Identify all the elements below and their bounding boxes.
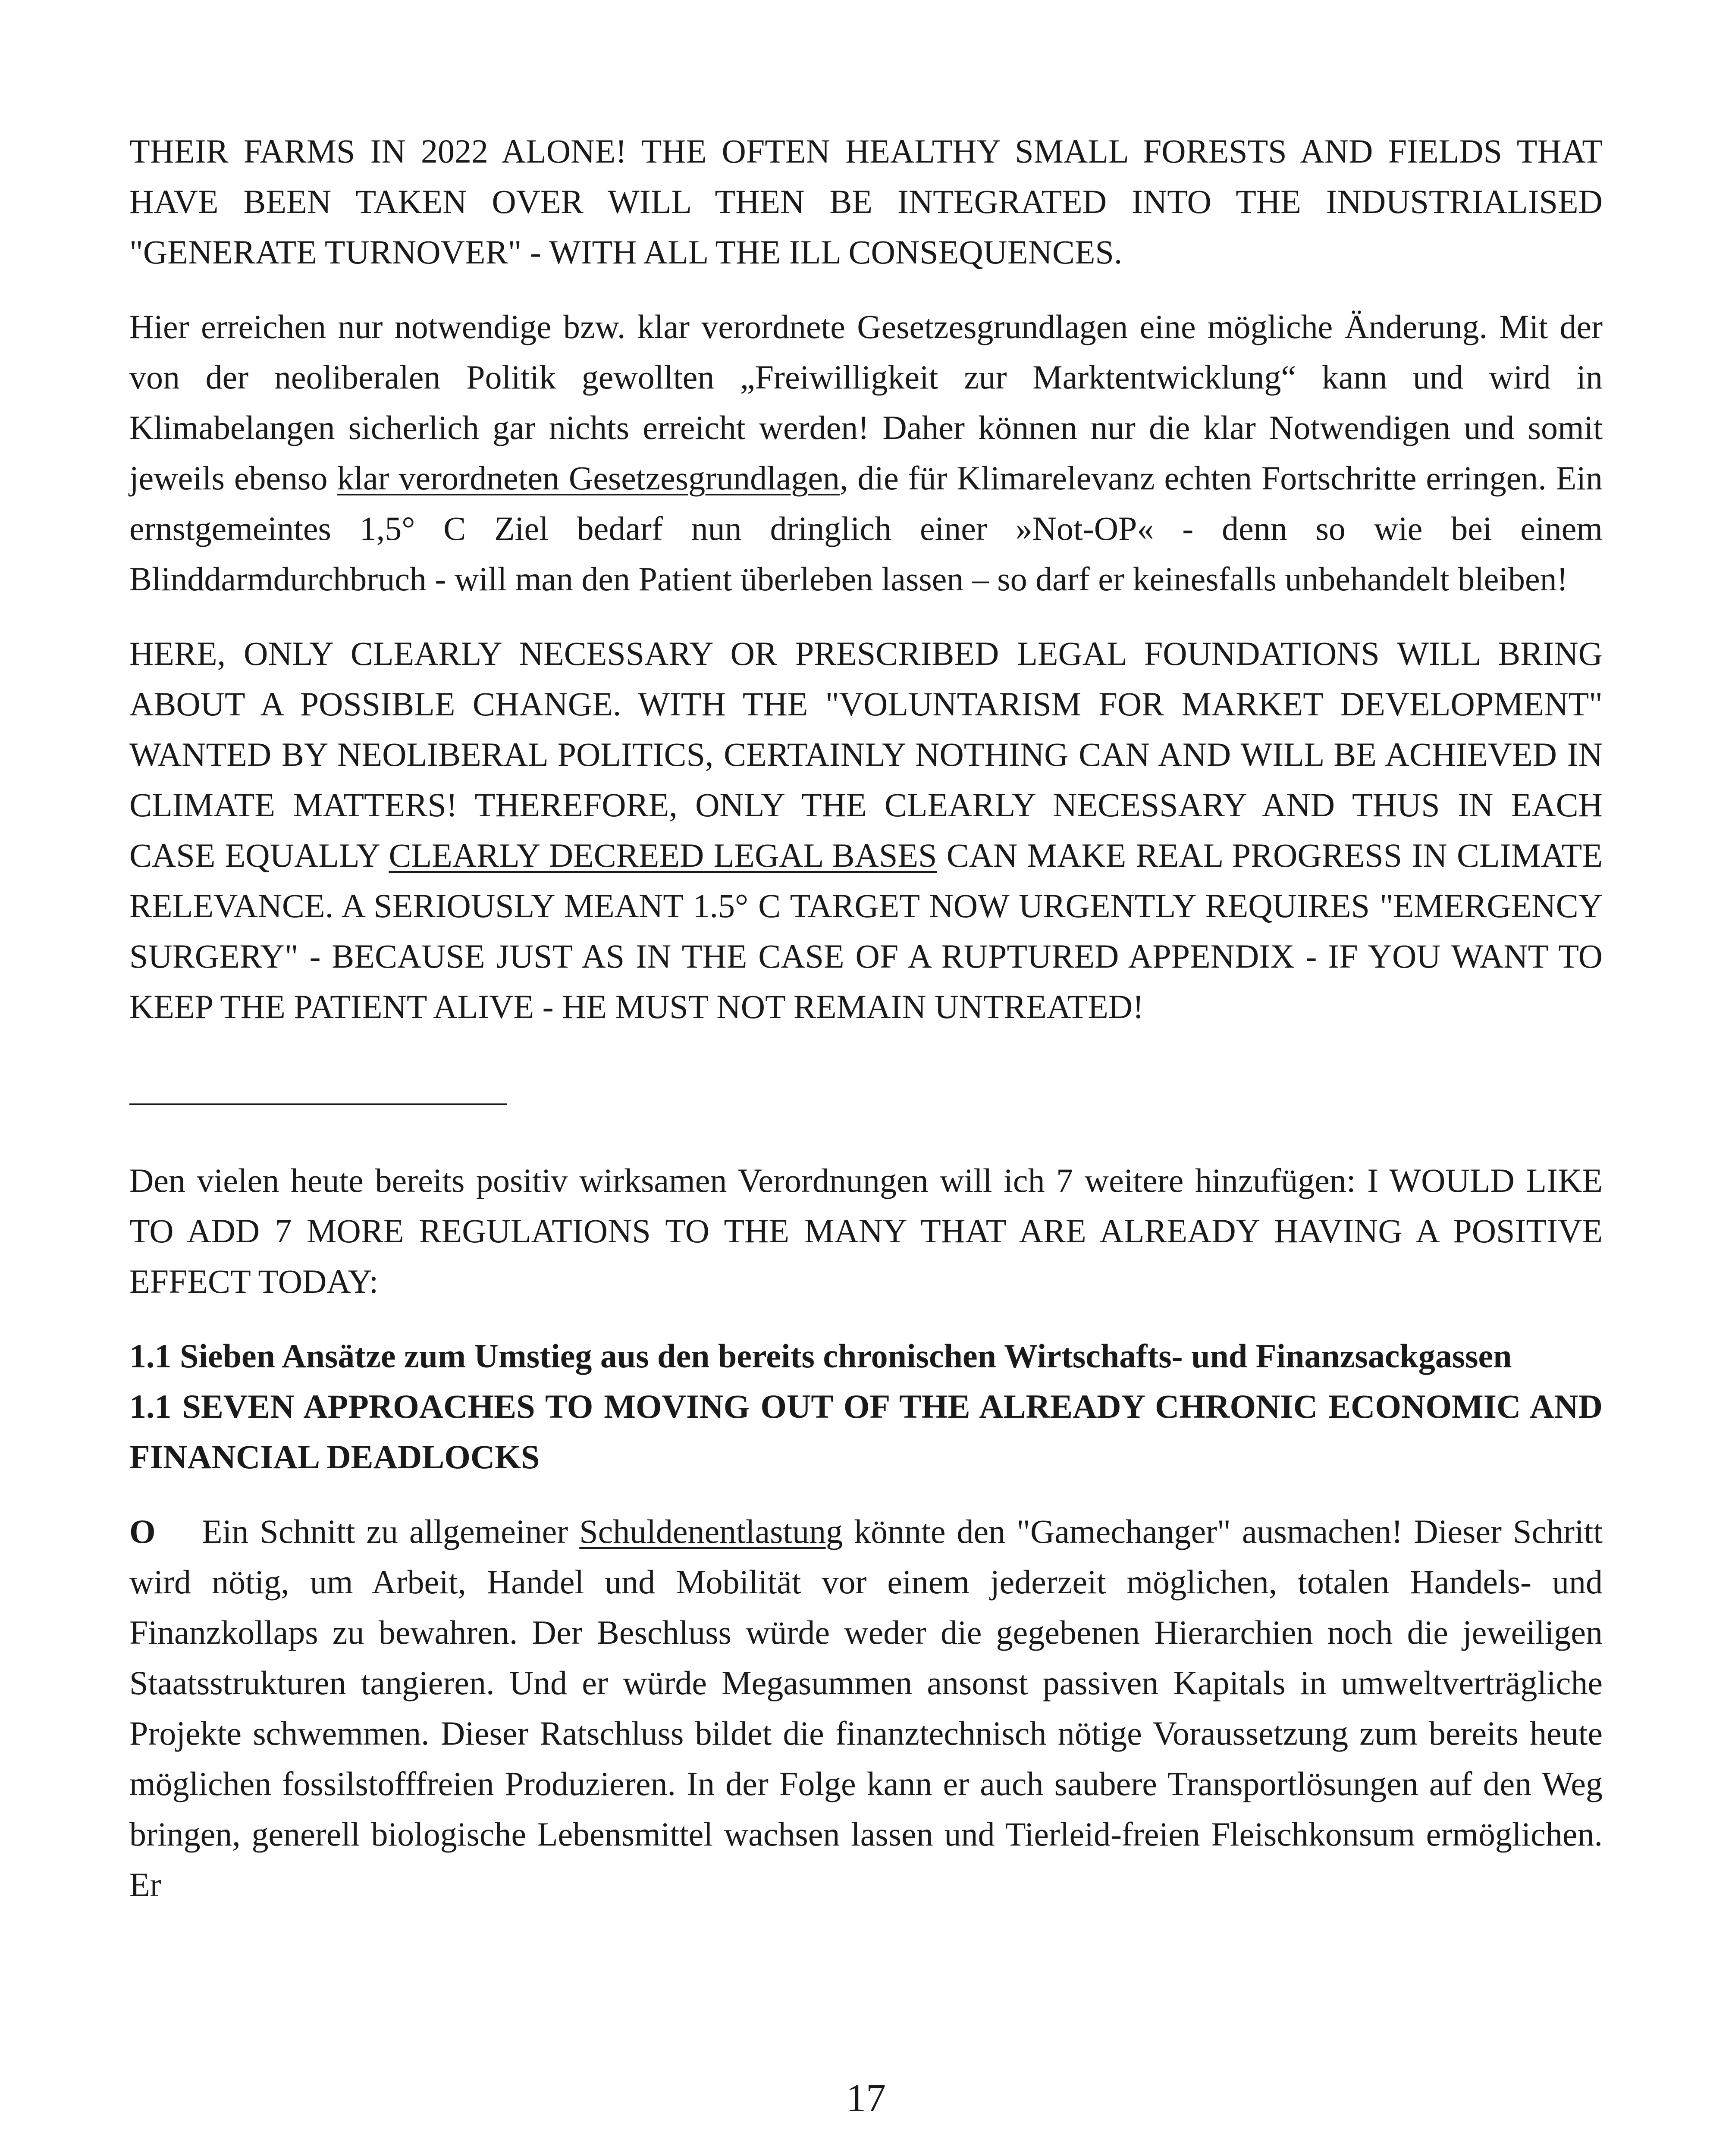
- underlined-phrase: CLEARLY DECREED LEGAL BASES: [389, 837, 937, 874]
- section-heading-english: 1.1 SEVEN APPROACHES TO MOVING OUT OF THE ALREADY CHRONIC ECONOMIC AND FINANCIAL DEADLOCKS: [129, 1388, 1603, 1476]
- paragraph-text: CAN MAKE REAL PROGRESS IN CLIMATE RELEVANCE. A SERIOUSLY MEANT 1.5° C TARGET NOW URGENTLY REQUIRES "EMERGENCY SURGERY" - BECAUSE JUST AS IN THE CASE OF A RUPTURED APPENDIX - IF YOU WANT TO KEEP THE PATIENT ALIVE - HE MUST NOT REMAIN UNTREATED!: [129, 837, 1603, 1025]
- section-heading-german: 1.1 Sieben Ansätze zum Umstieg aus den bereits chronischen Wirtschafts- und Finanzsackgassen: [129, 1337, 1512, 1375]
- section-heading: [129, 1331, 1603, 1482]
- underlined-phrase: Schuldenentlastung: [579, 1513, 843, 1550]
- paragraph-english-intro: [129, 126, 1603, 277]
- paragraph-german-legal: [129, 301, 1603, 604]
- paragraph-text: könnte den "Gamechanger" ausmachen! Dieser Schritt wird nötig, um Arbeit, Handel und Mobilität vor einem jederzeit möglichen, totalen Handels- und Finanzkollaps zu bewahren. Der Beschluss würde weder die gegebenen Hierarchien noch die jeweiligen Staatsstrukturen tangieren. Und er würde Megasummen ansonst passiven Kapitals in umweltverträgliche Projekte schwemmen. Dieser Ratschluss bildet die finanztechnisch nötige Voraussetzung zum bereits heute möglichen fossilstofffreien Produzieren. In der Folge kann er auch saubere Transportlösungen auf den Weg bringen, generell biologische Lebensmittel wachsen lassen und Tierleid-freien Fleischkonsum ermöglichen. Er: [129, 1513, 1603, 1903]
- paragraph-english-legal: [129, 628, 1603, 1032]
- page-number: 17: [846, 2076, 886, 2120]
- paragraph-text: THEIR FARMS IN 2022 ALONE! THE OFTEN HEALTHY SMALL FORESTS AND FIELDS THAT HAVE BEEN TAKEN OVER WILL THEN BE INTEGRATED INTO THE INDUSTRIALISED "GENERATE TURNOVER" - WITH ALL THE ILL CONSEQUENCES.: [129, 132, 1603, 271]
- paragraph-text: Ein Schnitt zu allgemeiner: [202, 1513, 580, 1550]
- page-body: [129, 126, 1603, 1910]
- paragraph-text: , die für Klimarelevanz echten Fortschritte erringen. Ein ernstgemeintes 1,5° C Ziel bedarf nun dringlich einer »Not-OP« - denn so wie bei einem Blinddarmdurchbruch - will man den Patient überleben lassen – so darf er keinesfalls unbehandelt bleiben!: [129, 459, 1603, 598]
- paragraph-text: HERE, ONLY CLEARLY NECESSARY OR PRESCRIBED LEGAL FOUNDATIONS WILL BRING ABOUT A POSSIBLE CHANGE. WITH THE "VOLUNTARISM FOR MARKET DEVELOPMENT" WANTED BY NEOLIBERAL POLITICS, CERTAINLY NOTHING CAN AND WILL BE ACHIEVED IN CLIMATE MATTERS! THEREFORE, ONLY THE CLEARLY NECESSARY AND THUS IN EACH CASE EQUALLY: [129, 635, 1603, 874]
- paragraph-text: Hier erreichen nur notwendige bzw. klar verordnete Gesetzesgrundlagen eine mögliche Änderung. Mit der von der neoliberalen Politik gewollten „Freiwilligkeit zur Marktentwicklung“ kann und wird in Klimabelangen sicherlich gar nichts erreicht werden! Daher können nur die klar Notwendigen und somit jeweils ebenso: [129, 308, 1603, 497]
- paragraph-regulations-intro: [129, 1155, 1603, 1307]
- paragraph-text-german: Den vielen heute bereits positiv wirksamen Verordnungen will ich 7 weitere hinzufügen:: [129, 1162, 1356, 1199]
- underlined-phrase: klar verordneten Gesetzesgrundlagen: [337, 459, 840, 497]
- paragraph-text-english: I WOULD LIKE TO ADD 7 MORE REGULATIONS TO THE MANY THAT ARE ALREADY HAVING A POSITIVE EFFECT TODAY:: [129, 1162, 1603, 1300]
- bullet-marker: O: [129, 1513, 156, 1550]
- paragraph-debt-relief: [129, 1506, 1603, 1910]
- section-divider: [129, 1103, 507, 1105]
